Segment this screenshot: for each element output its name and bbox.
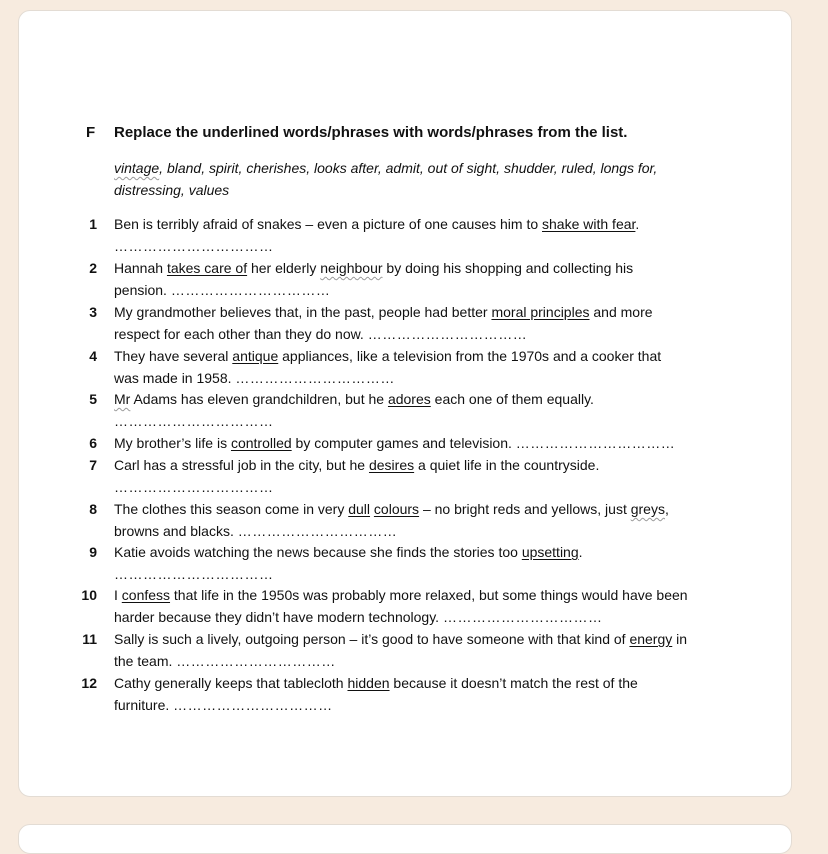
answer-blank[interactable]: …………………………… bbox=[367, 326, 528, 342]
exercise-letter: F bbox=[86, 124, 96, 141]
word-option: cherishes bbox=[246, 160, 307, 176]
item-number: 8 bbox=[89, 501, 97, 517]
item-number: 4 bbox=[89, 348, 97, 364]
word-option: out of sight bbox=[427, 160, 497, 176]
underlined-phrase: colours bbox=[373, 501, 420, 517]
word-option: longs for, bbox=[600, 160, 658, 176]
answer-blank[interactable]: …………………………… bbox=[173, 697, 333, 713]
item-number: 10 bbox=[81, 587, 97, 603]
item-text: They have several antique appliances, like a television from the 1970s and a cooker that was made in 1958. …………………………… bbox=[114, 348, 662, 386]
answer-blank[interactable]: …………………………… bbox=[235, 370, 395, 386]
item-text: Katie avoids watching the news because she finds the stories too upsetting. …………………………… bbox=[114, 544, 583, 582]
underlined-phrase: desires bbox=[368, 457, 415, 473]
item-text: Cathy generally keeps that tablecloth hidden because it doesn’t match the rest of the furniture. …………………………… bbox=[114, 675, 638, 713]
answer-blank[interactable]: …………………………… bbox=[114, 238, 274, 254]
item-text: I confess that life in the 1950s was probably more relaxed, but some things would have been harder because they didn’t have modern technology. …………………………… bbox=[114, 587, 688, 625]
item-number: 5 bbox=[89, 391, 97, 407]
word-list-line-2: distressing, values bbox=[114, 182, 230, 198]
item-text: Mr Adams has eleven grandchildren, but he adores each one of them equally. …………………………… bbox=[114, 391, 594, 429]
item-number: 1 bbox=[89, 216, 97, 232]
item-text: My brother’s life is controlled by computer games and television. …………………………… bbox=[114, 435, 676, 451]
word-list-line-1: vintage, bland, spirit, cherishes, looks after, admit, out of sight, shudder, ruled, longs for, bbox=[114, 160, 658, 176]
answer-blank[interactable]: …………………………… bbox=[515, 435, 676, 451]
item-text: Hannah takes care of her elderly neighbour by doing his shopping and collecting his pension. …………………………… bbox=[114, 260, 634, 298]
answer-blank[interactable]: …………………………… bbox=[442, 609, 603, 625]
underlined-phrase: antique bbox=[232, 348, 279, 364]
answer-blank[interactable]: …………………………… bbox=[176, 653, 336, 669]
answer-blank[interactable]: …………………………… bbox=[114, 479, 274, 495]
underlined-phrase: confess bbox=[121, 587, 171, 603]
item-number: 7 bbox=[89, 457, 97, 473]
word-option: admit bbox=[385, 160, 420, 176]
item-number: 12 bbox=[81, 675, 97, 691]
answer-blank[interactable]: …………………………… bbox=[170, 282, 331, 298]
answer-blank[interactable]: …………………………… bbox=[237, 523, 398, 539]
underlined-phrase: adores bbox=[387, 391, 431, 407]
underlined-phrase: controlled bbox=[230, 435, 292, 451]
item-number: 9 bbox=[89, 544, 97, 560]
item-number: 11 bbox=[82, 631, 97, 647]
exercise-card bbox=[18, 10, 792, 797]
word-list bbox=[114, 157, 739, 201]
answer-blank[interactable]: …………………………… bbox=[114, 413, 274, 429]
word-option: spirit bbox=[208, 160, 239, 176]
item-number: 6 bbox=[89, 435, 97, 451]
underlined-phrase: moral principles bbox=[491, 304, 590, 320]
item-number: 2 bbox=[89, 260, 97, 276]
exercise-instruction: Replace the underlined words/phrases with words/phrases from the list. bbox=[114, 124, 628, 141]
underlined-phrase: energy bbox=[629, 631, 673, 647]
item-text: Carl has a stressful job in the city, but he desires a quiet life in the countryside. …………………………… bbox=[114, 457, 600, 495]
underlined-phrase: takes care of bbox=[166, 260, 248, 276]
word-option: distressing bbox=[114, 182, 181, 198]
word-option: looks after bbox=[314, 160, 378, 176]
item-text: Ben is terribly afraid of snakes – even a picture of one causes him to shake with fear. …………………………… bbox=[114, 216, 640, 254]
word-option: ruled bbox=[561, 160, 593, 176]
word-option: vintage bbox=[114, 160, 160, 176]
answer-blank[interactable]: …………………………… bbox=[114, 566, 274, 582]
word-option: values bbox=[188, 182, 230, 198]
word-option: shudder bbox=[503, 160, 554, 176]
item-text: Sally is such a lively, outgoing person – it’s good to have someone with that kind of energy in the team. …………………………… bbox=[114, 631, 688, 669]
underlined-phrase: hidden bbox=[347, 675, 390, 691]
word-option: bland bbox=[166, 160, 202, 176]
item-text: The clothes this season come in very dull colours – no bright reds and yellows, just greys, browns and blacks. …………………………… bbox=[114, 501, 669, 539]
underlined-phrase: dull bbox=[348, 501, 371, 517]
item-text: My grandmother believes that, in the past, people had better moral principles and more respect for each other than they do now. …………………………… bbox=[114, 304, 653, 342]
underlined-phrase: upsetting bbox=[521, 544, 579, 560]
item-number: 3 bbox=[89, 304, 97, 320]
underlined-phrase: shake with fear bbox=[542, 216, 636, 232]
